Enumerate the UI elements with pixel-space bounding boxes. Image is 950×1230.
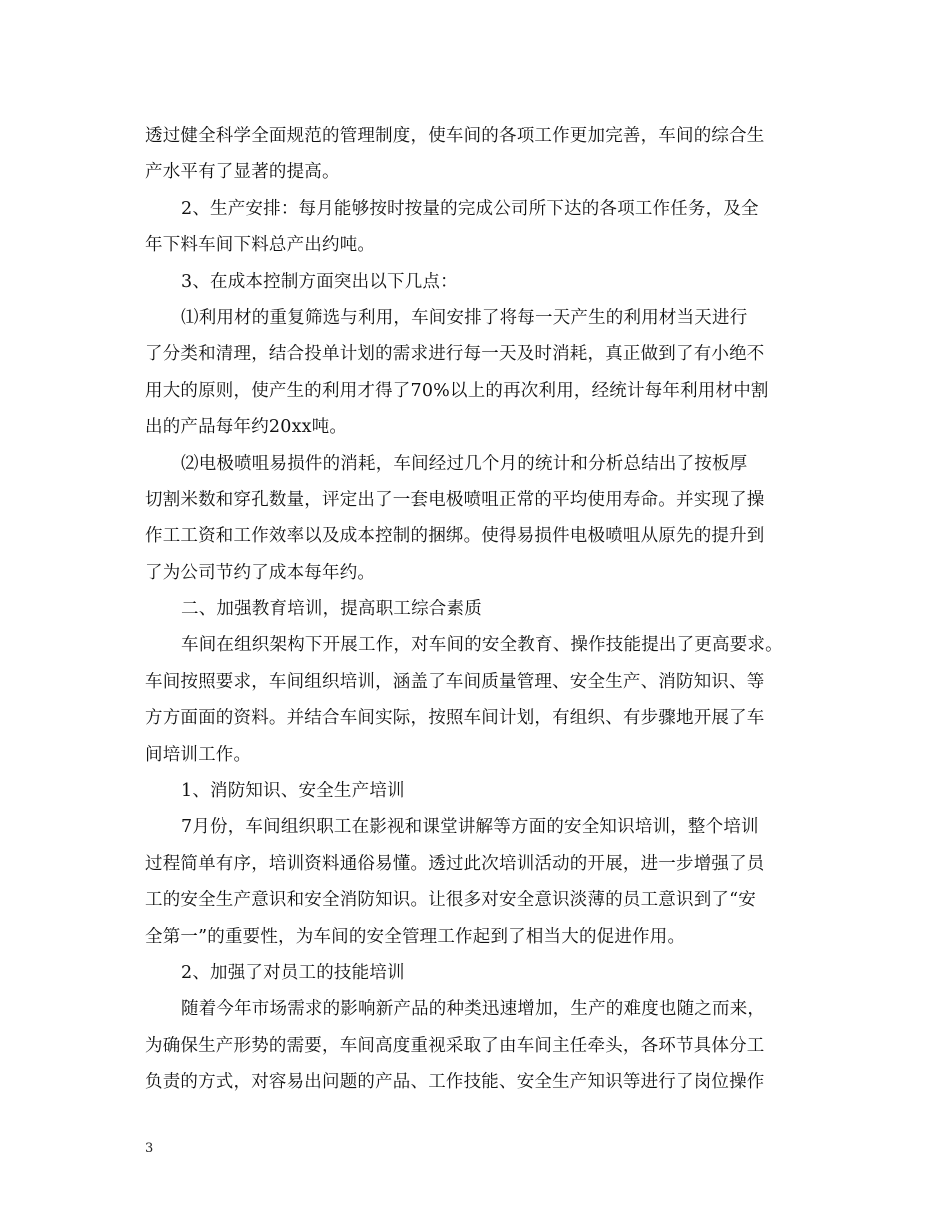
text-line: 作工工资和工作效率以及成本控制的捆绑。使得易损件电极喷咀从原先的提升到 <box>145 526 765 547</box>
text-line: 车间在组织架构下开展工作，对车间的安全教育、操作技能提出了更高要求。 <box>181 635 783 656</box>
text-line: 负责的方式，对容易出问题的产品、工作技能、安全生产知识等进行了岗位操作 <box>145 1072 765 1093</box>
text-line: 产水平有了显著的提高。 <box>145 162 340 183</box>
text-line: ⑵电极喷咀易损件的消耗，车间经过几个月的统计和分析总结出了按板厚 <box>181 453 748 474</box>
text-line: 为确保生产形势的需要，车间高度重视采取了由车间主任牵头，各环节具体分工 <box>145 1035 765 1056</box>
text-line: 了分类和清理，结合投单计划的需求进行每一天及时消耗，真正做到了有小绝不 <box>145 344 765 365</box>
text-line: 3、在成本控制方面突出以下几点： <box>181 271 458 292</box>
text-line: 2、生产安排：每月能够按时按量的完成公司所下达的各项工作任务，及全 <box>181 198 759 219</box>
text-line: 切割米数和穿孔数量，评定出了一套电极喷咀正常的平均使用寿命。并实现了操 <box>145 489 765 510</box>
text-line: 7月份，车间组织职工在影视和课堂讲解等方面的安全知识培训，整个培训 <box>181 817 759 838</box>
document-body <box>145 118 815 1101</box>
text-line: 随着今年市场需求的影响新产品的种类迅速增加，生产的难度也随之而来， <box>181 999 766 1020</box>
text-line: 间培训工作。 <box>145 744 252 765</box>
text-line: ⑴利用材的重复筛选与利用，车间安排了将每一天产生的利用材当天进行 <box>181 307 748 328</box>
text-line: 工的安全生产意识和安全消防知识。让很多对安全意识淡薄的员工意识到了“安 <box>145 890 756 911</box>
text-line: 用大的原则，使产生的利用才得了70%以上的再次利用，经统计每年利用材中割 <box>145 380 769 401</box>
text-line: 1、消防知识、安全生产培训 <box>181 781 405 802</box>
text-line: 出的产品每年约20xx吨。 <box>145 417 348 438</box>
text-line: 二、加强教育培训，提高职工综合素质 <box>181 599 482 620</box>
text-line: 了为公司节约了成本每年约。 <box>145 562 376 583</box>
page-number: 3 <box>145 1141 154 1156</box>
text-line: 全第一”的重要性，为车间的安全管理工作起到了相当大的促进作用。 <box>145 926 686 947</box>
text-line: 方方面面的资料。并结合车间实际，按照车间计划，有组织、有步骤地开展了车 <box>145 708 765 729</box>
text-line: 车间按照要求，车间组织培训，涵盖了车间质量管理、安全生产、消防知识、等 <box>145 671 765 692</box>
text-line: 年下料车间下料总产出约吨。 <box>145 235 376 256</box>
text-line: 2、加强了对员工的技能培训 <box>181 962 405 983</box>
text-line: 过程简单有序，培训资料通俗易懂。透过此次培训活动的开展，进一步增强了员 <box>145 853 765 874</box>
text-line: 透过健全科学全面规范的管理制度，使车间的各项工作更加完善，车间的综合生 <box>145 126 765 146</box>
